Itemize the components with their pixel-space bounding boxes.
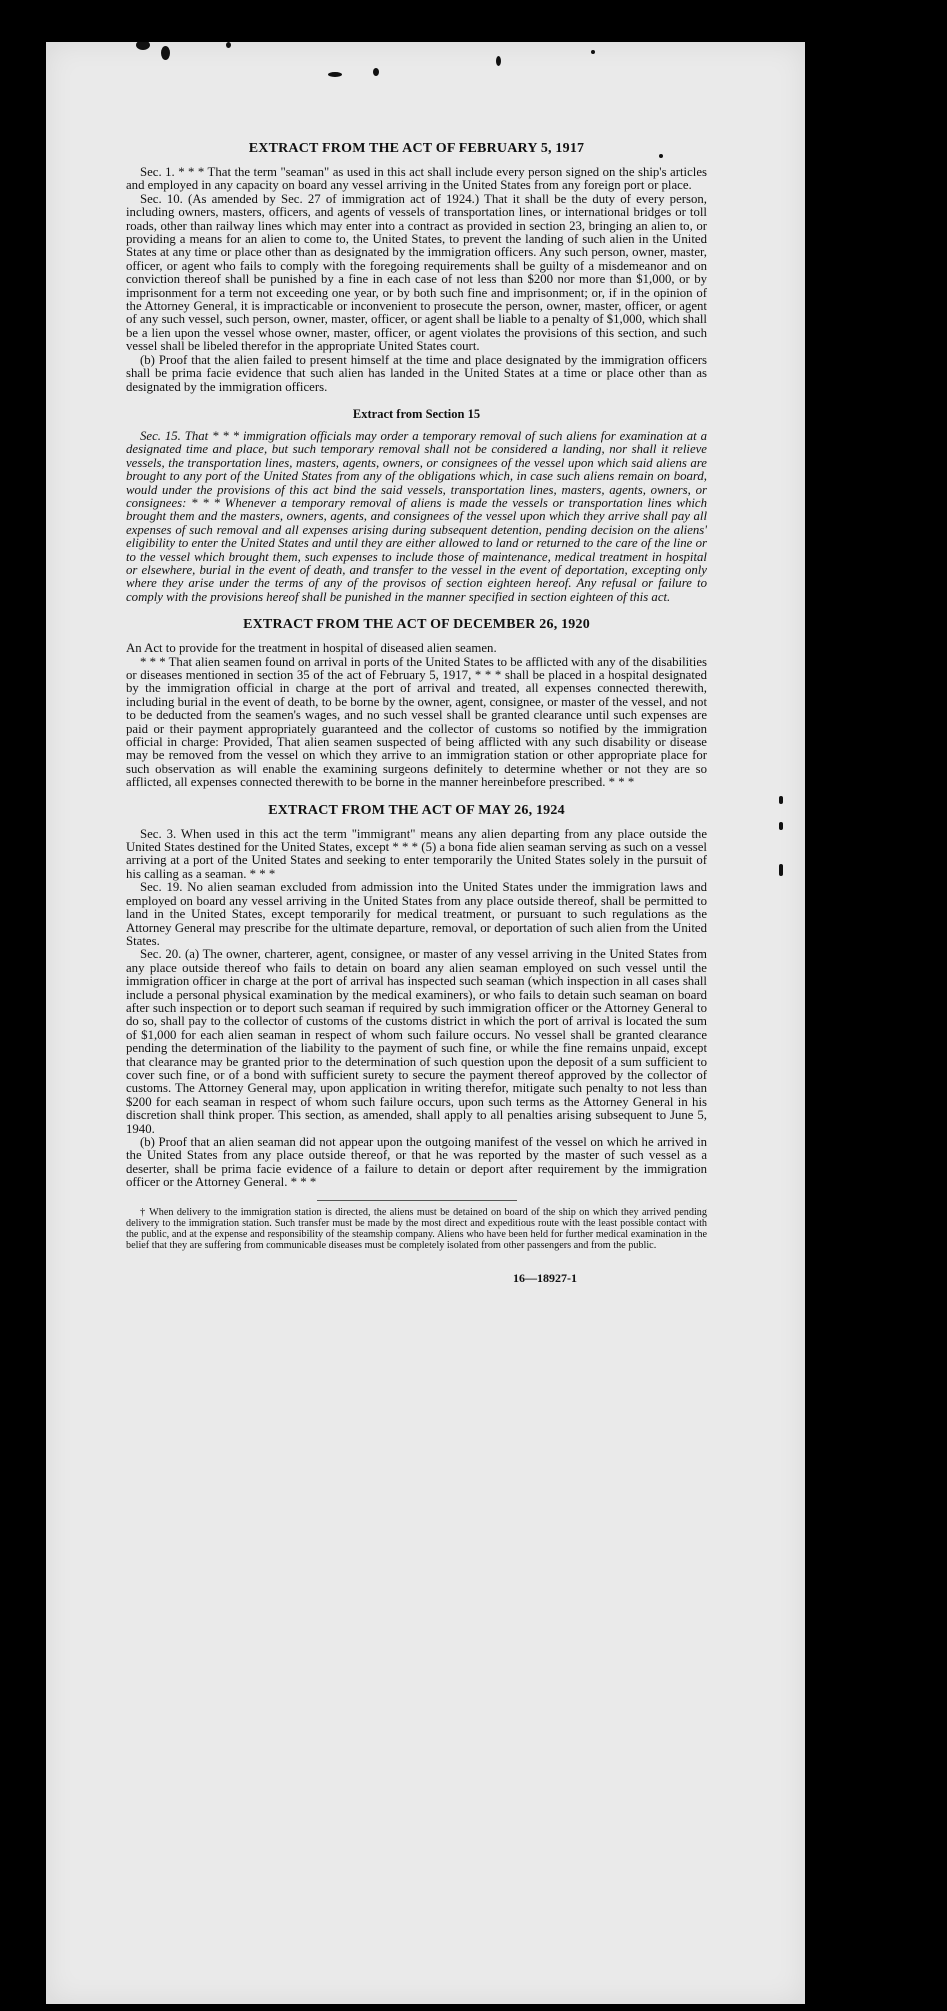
section-title: EXTRACT FROM THE ACT OF MAY 26, 1924 [268, 802, 565, 818]
scan-speck [496, 56, 501, 66]
paragraph: Sec. 15. That * * * immigration officials may order a temporary removal of such aliens for examination at a designated time and place, but such temporary removal shall not be considered a landing, nor shall it relieve vessels, the transportation lines, masters, agents, owners, or consignees of the vessel upon which said aliens are brought to any port of the United States from any of the obligations which, in case such aliens remain on board, would under the provisions of this act bind the said vessels, transportation lines, masters, agents, owners, or consignees: * * * Whenever a temporary removal of aliens is made the vessels or transportation lines which brought them and the masters, owners, agents, and consignees of the vessel upon which they arrive shall pay all expenses of such removal and all expenses arising during subsequent detention, pending decision on the aliens' eligibility to enter the United States and until they are either allowed to land or returned to the care of the line or to the vessel which brought them, such expenses to include those of maintenance, medical treatment in hospital or elsewhere, burial in the event of death, and transfer to the vessel in the event of deportation, excepting only where they arise under the terms of any of the provisos of section eighteen hereof. Any refusal or failure to comply with the provisions hereof shall be punished in the manner specified in section eighteen of this act. [126, 428, 707, 604]
scan-speck [226, 42, 231, 48]
footnote-divider [317, 1200, 517, 1201]
scan-speck [161, 46, 170, 60]
section-title: EXTRACT FROM THE ACT OF FEBRUARY 5, 1917 [248, 141, 585, 156]
margin-mark [779, 796, 783, 804]
footnote-text: † When delivery to the immigration station is directed, the aliens must be detained on board of the ship on which they arrived pending delivery to the immigration station. Such transfer must be made by the most direct and expeditious route with the least possible contact with the public, and at the expense and responsibility of the steamship company. Aliens who have been held for further medical examination in the belief that they are suffering from communicable diseases must be completely isolated from other passengers and from the public. [126, 1206, 707, 1252]
document-page [46, 42, 805, 2004]
scan-speck [136, 42, 150, 50]
footnote [126, 1207, 707, 1252]
scan-speck [591, 50, 595, 54]
margin-mark [779, 822, 783, 830]
scan-speck [373, 68, 379, 76]
scan-speck [328, 72, 342, 77]
margin-mark [779, 864, 783, 876]
section-title: EXTRACT FROM THE ACT OF DECEMBER 26, 1920 [243, 617, 590, 633]
form-number: 16—18927-1 [513, 1271, 577, 1286]
paragraph: Sec. 10. (As amended by Sec. 27 of immigration act of 1924.) That it shall be the duty of every person, including owners, masters, officers, and agents of vessels of transportation lines, or international bridges or toll roads, other than railway lines which may enter into a contract as provided in section 23, bringing an alien to, or providing a means for an alien to come to, the United States, to prevent the landing of such alien in the United States at any time or place other than as designated by the immigration officers. Any such person, owner, master, officer, or agent who fails to comply with the foregoing requirements shall be guilty of a misdemeanor and on conviction thereof shall be punished by a fine in each case of not less than $200 nor more than $1,000, or by imprisonment for a term not exceeding one year, or by both such fine and imprisonment; or, if in the opinion of the Attorney General, it is impracticable or inconvenient to prosecute the person, owner, master, officer, or agent of any such vessel, such person, owner, master, officer, or agent shall be liable to a penalty of $1,000, which shall be a lien upon the vessel whose owner, master, officer, or agent violates the provisions of this section, and such vessel shall be libeled therefor in the appropriate United States court. [126, 191, 707, 354]
document-body [126, 140, 707, 1286]
paragraph: An Act to provide for the treatment in hospital of diseased alien seamen. [126, 641, 497, 656]
paragraph: * * * That alien seamen found on arrival in ports of the United States to be afflicted with any of the disabilities or diseases mentioned in section 35 of the act of February 5, 1917, * * * shall be placed in a hospital designated by the immigration official in charge at the port of arrival and treated, all expenses connected therewith, including burial in the event of death, to be borne by the owner, agent, consignee, or master of the vessel, and not to be deducted from the seamen's wages, and no such vessel shall be granted clearance until such expenses are paid or their payment appropriately guaranteed and the collector of customs so notified by the immigration official in charge: Provided, That alien seamen suspected of being afflicted with any such disability or disease may be removed from the vessel on which they arrive to an immigration station or other appropriate place for such observation as will enable the examining surgeons definitely to determine whether or not they are so afflicted, all expenses connected therewith to be borne in the manner hereinbefore prescribed. * * * [126, 654, 707, 790]
paragraph: (b) Proof that an alien seaman did not appear upon the outgoing manifest of the vessel on which he arrived in the United States from any place outside thereof, or that he was reported by the master of such vessel as a deserter, shall be prima facie evidence of a failure to detain or deport after requirement by the immigration officer or the Attorney General. * * * [126, 1135, 707, 1190]
paragraph: (b) Proof that the alien failed to present himself at the time and place designated by the immigration officers shall be prima facie evidence that such alien has landed in the United States at a time or place other than as designated by the immigration officers. [126, 352, 707, 394]
section-subtitle: Extract from Section 15 [352, 406, 481, 421]
paragraph: Sec. 1. * * * That the term "seaman" as used in this act shall include every person signed on the ship's articles and employed in any capacity on board any vessel arriving in the United States from any foreign port or place. [126, 165, 707, 193]
paragraph: Sec. 20. (a) The owner, charterer, agent, consignee, or master of any vessel arriving in the United States from any place outside thereof who fails to detain on board any alien seaman employed on such vessel until the immigration officer in charge at the port of arrival has inspected such seaman (which inspection in all cases shall include a personal physical examination by the medical examiners), or who fails to detain such seaman on board after such inspection or to deport such seaman if required by such immigration officer or the Attorney General to do so, shall pay to the collector of customs of the customs district in which the port of arrival is located the sum of $1,000 for each alien seaman in respect of whom such failure occurs. No vessel shall be granted clearance pending the determination of the liability to the payment of such fine, or while the fine remains unpaid, except that clearance may be granted prior to the determination of such question upon the deposit of a sum sufficient to cover such fine, or of a bond with sufficient surety to secure the payment thereof approved by the collector of customs. The Attorney General may, upon application in writing therefor, mitigate such penalty to not less than $200 for each seaman in respect of whom such failure occurs, upon such terms as the Attorney General in his discretion shall think proper. This section, as amended, shall apply to all penalties arising subsequent to June 5, 1940. [126, 947, 707, 1136]
paragraph: Sec. 19. No alien seaman excluded from admission into the United States under the immigration laws and employed on board any vessel arriving in the United States from any place outside thereof, shall be permitted to land in the United States, except temporarily for medical treatment, or pursuant to such regulations as the Attorney General may prescribe for the ultimate departure, removal, or deportation of such alien from the United States. [126, 880, 707, 948]
paragraph: Sec. 3. When used in this act the term "immigrant" means any alien departing from any place outside the United States destined for the United States, except * * * (5) a bona fide alien seaman serving as such on a vessel arriving at a port of the United States and seeking to enter temporarily the United States solely in the pursuit of his calling as a seaman. * * * [126, 826, 707, 881]
